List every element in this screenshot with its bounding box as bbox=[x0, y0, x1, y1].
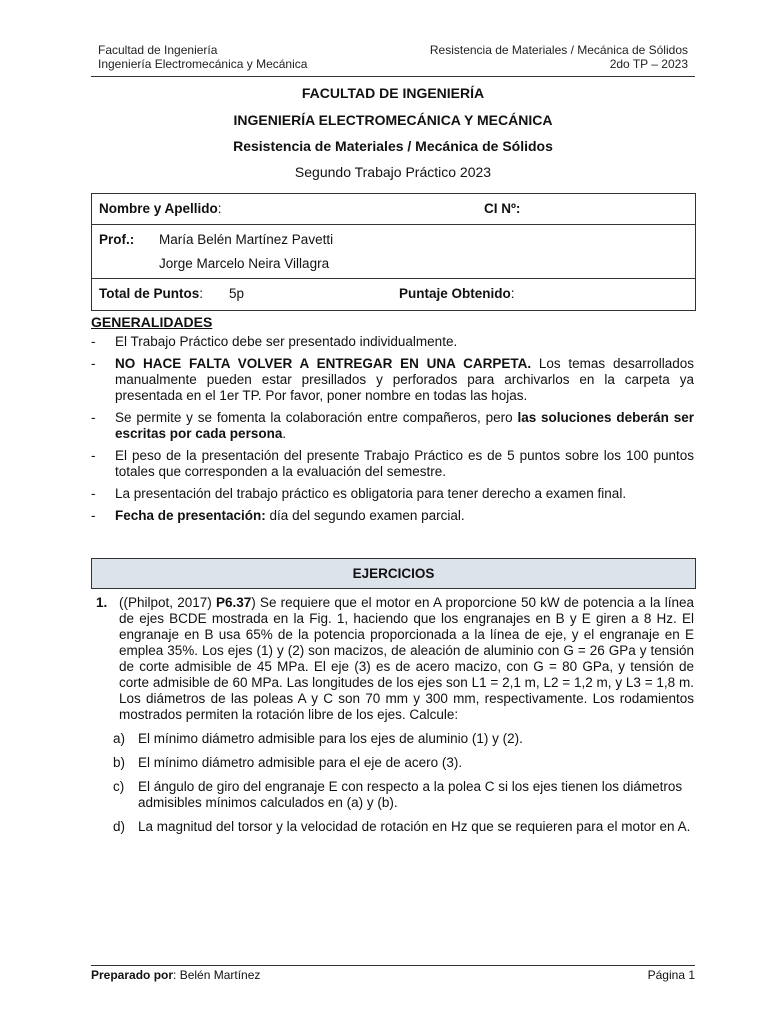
list-item bbox=[91, 334, 694, 350]
exercise-reference-close: ) bbox=[251, 595, 256, 610]
bullet-dash: - bbox=[91, 448, 96, 463]
prepared-by bbox=[91, 968, 260, 982]
bullet-bold-text: las soluciones deberán ser escritas por cada persona bbox=[115, 410, 694, 441]
list-item bbox=[91, 410, 694, 442]
prof-label: Prof.: bbox=[99, 232, 135, 247]
exercise-problem-id: P6.37 bbox=[215, 595, 252, 610]
name-field bbox=[99, 201, 222, 216]
page-number: Página 1 bbox=[647, 968, 695, 982]
header-tp: 2do TP – 2023 bbox=[609, 57, 688, 71]
list-item bbox=[113, 779, 694, 811]
generalidades-heading: GENERALIDADES bbox=[91, 314, 213, 330]
header-career: Ingeniería Electromecánica y Mecánica bbox=[98, 57, 308, 71]
total-points-value: 5p bbox=[229, 286, 245, 301]
list-item bbox=[113, 819, 694, 835]
list-item bbox=[91, 486, 694, 502]
bullet-text: Los temas desarrollados manualmente pueden estar presillados y perforados para archivarlos en la carpeta ya presentada en el 1er TP. Por favor, poner nombre en todas las hojas. bbox=[115, 356, 694, 403]
subitem-text: El mínimo diámetro admisible para el eje de acero (3). bbox=[138, 755, 463, 770]
bullet-text: El Trabajo Práctico debe ser presentado individualmente. bbox=[115, 334, 458, 349]
prepared-by-value: : Belén Martínez bbox=[173, 968, 261, 982]
subitem-label: d) bbox=[113, 819, 126, 834]
bullet-dash: - bbox=[91, 356, 96, 371]
subitem-text: La magnitud del torsor y la velocidad de rotación en Hz que se requieren para el motor en A. bbox=[138, 819, 691, 834]
total-colon: : bbox=[199, 286, 204, 301]
ejercicios-heading: EJERCICIOS bbox=[91, 558, 696, 589]
exercise-subitems bbox=[113, 731, 694, 835]
exercise-statement bbox=[119, 595, 694, 723]
name-colon: : bbox=[217, 201, 222, 216]
student-info-box bbox=[91, 193, 696, 311]
total-points-field bbox=[99, 286, 203, 301]
footer-divider bbox=[91, 965, 695, 966]
list-item bbox=[91, 448, 694, 480]
header-divider bbox=[91, 76, 695, 77]
score-label: Puntaje Obtenido bbox=[399, 286, 511, 301]
points-row bbox=[92, 278, 695, 310]
list-item bbox=[113, 755, 694, 771]
bullet-dash: - bbox=[91, 508, 96, 523]
bullet-text: Se permite y se fomenta la colaboración entre compañeros, pero bbox=[115, 410, 518, 425]
score-colon: : bbox=[510, 286, 515, 301]
title-career: INGENIERÍA ELECTROMECÁNICA Y MECÁNICA bbox=[233, 112, 553, 128]
professor-2: Jorge Marcelo Neira Villagra bbox=[159, 256, 330, 271]
title-subject: Resistencia de Materiales / Mecánica de Sólidos bbox=[233, 138, 553, 154]
list-item bbox=[91, 356, 694, 404]
total-points-label: Total de Puntos bbox=[99, 286, 200, 301]
bullet-dash: - bbox=[91, 410, 96, 425]
bullet-bold-text: NO HACE FALTA VOLVER A ENTREGAR EN UNA CARPETA. bbox=[115, 356, 532, 371]
bullet-text: El peso de la presentación del presente Trabajo Práctico es de 5 puntos sobre los 100 puntos totales que corresponden a la evaluación del semestre. bbox=[115, 448, 694, 479]
title-faculty: FACULTAD DE INGENIERÍA bbox=[301, 85, 485, 101]
bullet-dash: - bbox=[91, 334, 96, 349]
prepared-by-label: Preparado por bbox=[91, 968, 174, 982]
exercise-body: Se requiere que el motor en A proporcione 50 kW de potencia a la línea de ejes BCDE mostrada en la Fig. 1, haciendo que los engranajes en B y E giren a 8 Hz. El engranaje en B usa 65% de la potencia proporcionada a la línea de eje, y el engranaje en E emplea 35%. Los ejes (1) y (2) son macizos, de aleación de aluminio con G = 26 GPa y tensión de corte admisible de 45 MPa. El eje (3) es de acero macizo, con G = 80 GPa, y tensión de corte admisible de 60 MPa. Las longitudes de los ejes son L1 = 2,1 m, L2 = 1,2 m, y L3 = 1,8 m. Los diámetros de las poleas A y C son 70 mm y 300 mm, respectivamente. Los rodamientos mostrados permiten la rotación libre de los ejes. Calcule: bbox=[119, 595, 694, 722]
generalidades-list bbox=[91, 334, 694, 530]
list-item bbox=[91, 508, 694, 524]
exercise-reference: ((Philpot, 2017) bbox=[119, 595, 216, 610]
subitem-text: El mínimo diámetro admisible para los ejes de aluminio (1) y (2). bbox=[138, 731, 523, 746]
list-item bbox=[113, 731, 694, 747]
ci-label: CI Nº: bbox=[484, 201, 521, 216]
score-field bbox=[399, 286, 515, 301]
header-subject: Resistencia de Materiales / Mecánica de Sólidos bbox=[429, 43, 688, 57]
title-assignment: Segundo Trabajo Práctico 2023 bbox=[294, 164, 492, 180]
subitem-text: El ángulo de giro del engranaje E con respecto a la polea C si los ejes tienen los diámetros admisibles mínimos calculados en (a) y (b). bbox=[138, 779, 683, 810]
header-faculty: Facultad de Ingeniería bbox=[98, 43, 218, 57]
bullet-text: La presentación del trabajo práctico es obligatoria para tener derecho a examen final. bbox=[115, 486, 627, 501]
subitem-label: c) bbox=[113, 779, 125, 794]
bullet-text-end: . bbox=[282, 426, 287, 441]
bullet-bold-text: Fecha de presentación: bbox=[115, 508, 266, 523]
name-label: Nombre y Apellido bbox=[99, 201, 218, 216]
exercise-number: 1. bbox=[96, 595, 108, 610]
professor-1: María Belén Martínez Pavetti bbox=[159, 232, 334, 247]
document-titles bbox=[91, 84, 695, 181]
bullet-text: día del segundo examen parcial. bbox=[265, 508, 465, 523]
subitem-label: a) bbox=[113, 731, 126, 746]
bullet-dash: - bbox=[91, 486, 96, 501]
exercise-1 bbox=[91, 595, 694, 843]
professors-row bbox=[92, 224, 695, 281]
subitem-label: b) bbox=[113, 755, 126, 770]
